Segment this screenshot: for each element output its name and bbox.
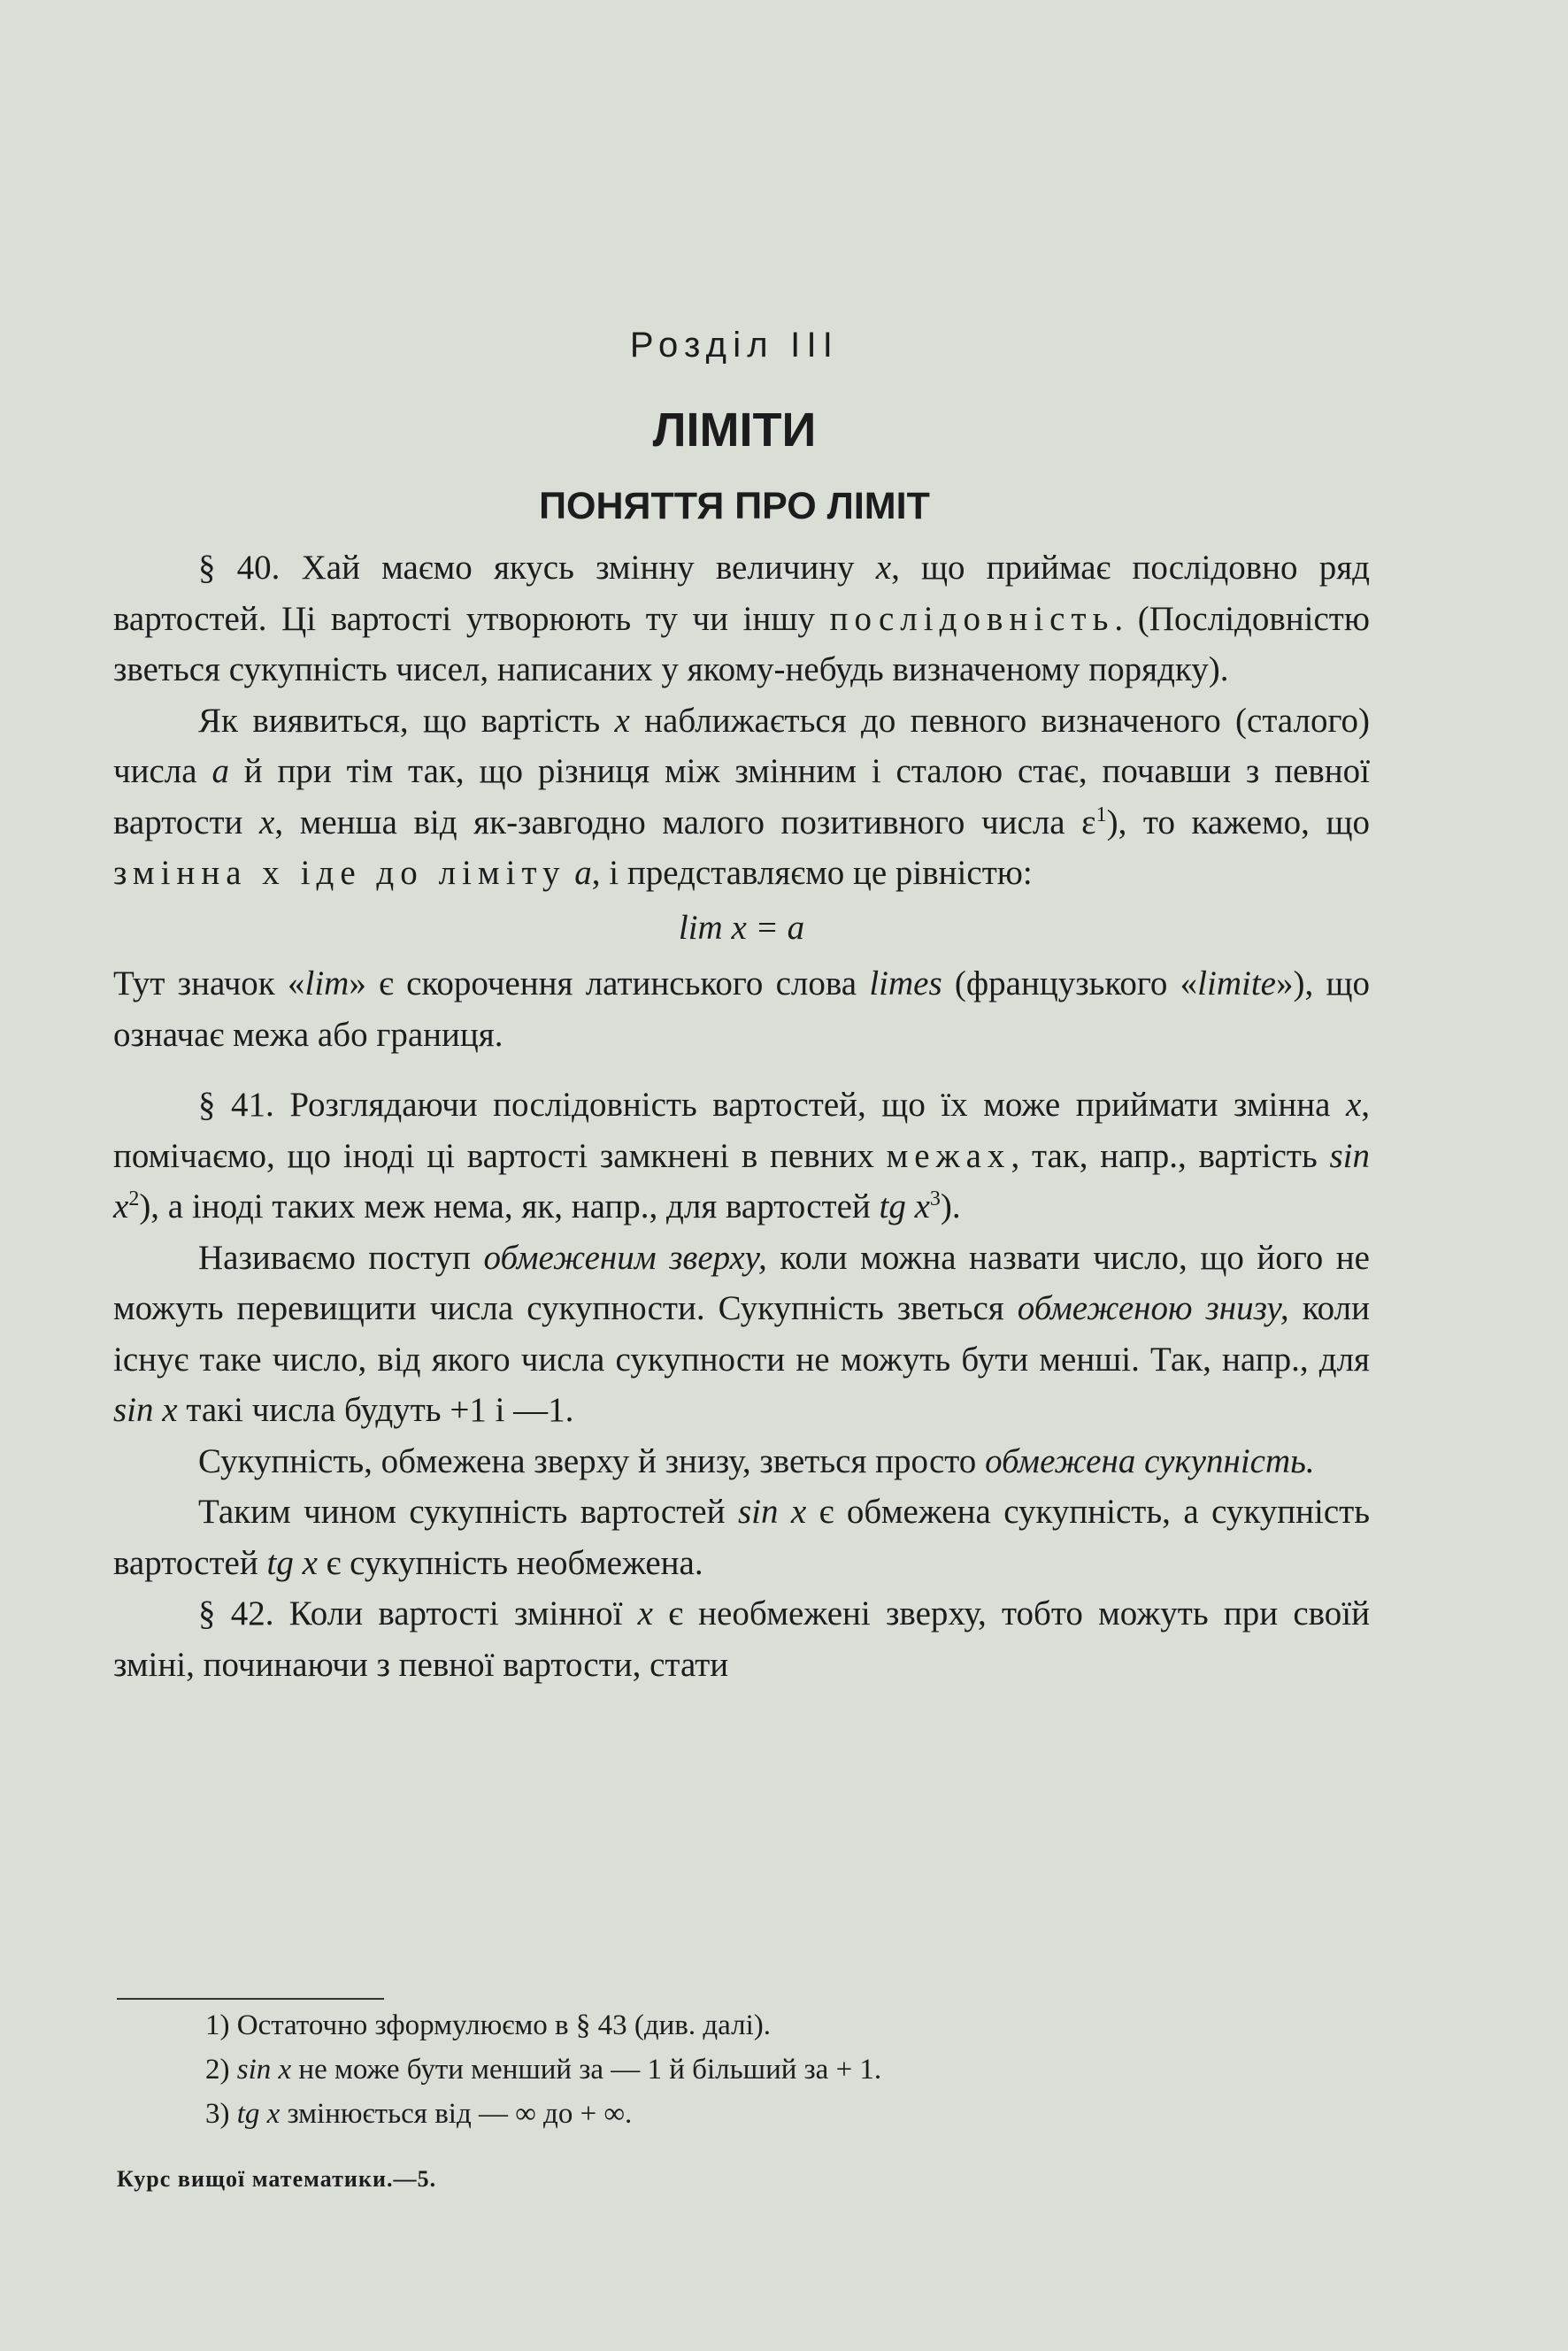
paragraph-40-limit-definition: Як виявиться, що вартість x наближається до певного визначеного (сталого) числа a й при тім так, що різниця між змінним і сталою стає, почавши з певної вартости x, менша від як-завгодно малого позитивного числа $\varepsilon^1$), то кажемо, що змінна x іде до ліміту a, і представляємо це рівністю: xyxy=(113,701,1371,892)
page-signature: Курс вищої математики.—5. xyxy=(117,2166,437,2192)
body-text xyxy=(113,542,1370,1690)
paragraph-40: § 40. Хай маємо якусь змінну величину x, що приймає послідовно ряд вартостей. Ці вартості утворюють ту чи іншу послідовність. (Послідовністю зветься сукупність чисел, написаних у якому-небудь визначеному порядку). xyxy=(113,549,1371,688)
footnotes xyxy=(205,2003,1267,2136)
paragraph-41-example: Таким чином сукупність вартостей sin x є обмежена сукупність, а сукупність вартостей tg x є сукупність необмежена. xyxy=(113,1493,1370,1582)
paragraph-41-bounded: Називаємо поступ обмеженим зверху, коли можна назвати число, що його не можуть перевищити числа сукупности. Сукупність зветься обмеженою знизу, коли існує таке число, від якого числа сукупности не можуть бути менші. Так, напр., для sin x такі числа будуть +1 і —1. xyxy=(113,1238,1370,1429)
footnote-3: 3) tg x змінюється від — ∞ до + ∞. xyxy=(205,2098,633,2130)
paragraph-42: § 42. Коли вартості змінної x є необмежені зверху, тобто можуть при своїй зміні, починаючи з певної вартости, стати xyxy=(113,1594,1370,1684)
paragraph-41: § 41. Розглядаючи послідовність вартостей, що їх може приймати змінна x, помічаємо, що іноді ці вартості замкнені в певних межах, так, напр., вартість $\sin x^2$), а іноді таких меж нема, як, напр., для вартостей tg $x^3$). xyxy=(113,1086,1370,1225)
paragraph-41-bounded-set: Сукупність, обмежена зверху й знизу, зветься просто обмежена сукупність. xyxy=(198,1441,1315,1480)
paragraph-40-lim-note: Тут значок «lim» є скорочення латинського слова limes (французького «limite»), що означає межа або границя. xyxy=(113,964,1370,1054)
chapter-title: ЛІМІТИ xyxy=(652,403,817,457)
section-subtitle: ПОНЯТТЯ ПРО ЛІМІТ xyxy=(539,485,930,527)
limit-formula: lim x = a xyxy=(678,908,805,947)
footnote-2: 2) sin x не може бути менший за — 1 й більший за + 1. xyxy=(205,2054,882,2086)
section-label: Розділ III xyxy=(629,326,840,365)
footnote-separator xyxy=(117,1998,384,2000)
footnote-1: 1) Остаточно зформулюємо в § 43 (див. далі). xyxy=(205,2009,771,2041)
